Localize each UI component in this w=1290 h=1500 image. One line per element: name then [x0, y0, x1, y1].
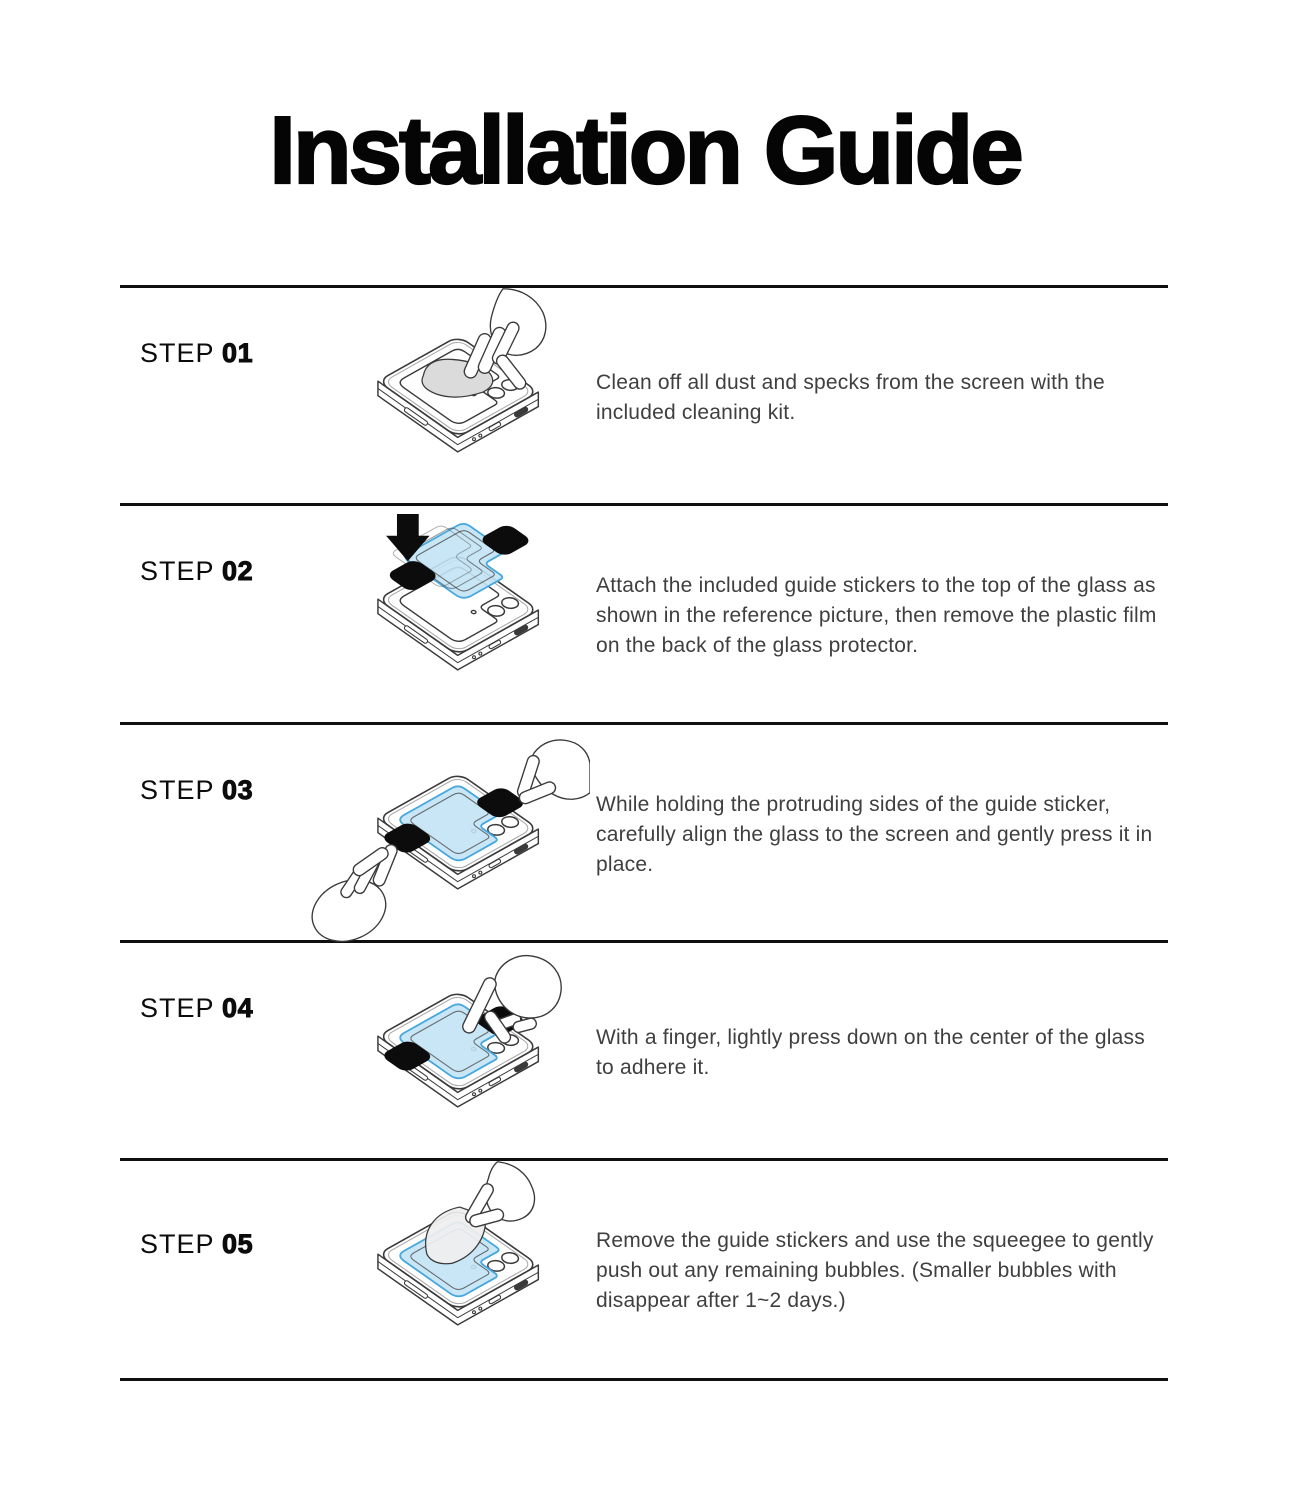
- peeling-hand: [463, 1162, 534, 1228]
- align-glass-illustration: [300, 725, 590, 944]
- step-label: [120, 556, 300, 587]
- step-word: STEP: [140, 556, 215, 586]
- step-word: STEP: [140, 775, 215, 805]
- page-header: [0, 0, 1290, 285]
- step-label: [120, 1229, 300, 1260]
- step-number: 04: [222, 993, 254, 1023]
- step-number: 01: [222, 338, 254, 368]
- page-title: Installation Guide: [269, 96, 1021, 204]
- step-label: [120, 338, 300, 369]
- step-description: With a finger, lightly press down on the center of the glass to adhere it.: [596, 1025, 1145, 1079]
- step-number: 05: [222, 1229, 254, 1259]
- step-illustration: [300, 1161, 590, 1380]
- upper-pinching-hand: [516, 740, 590, 805]
- lower-pinching-hand: [302, 843, 398, 944]
- step-description: While holding the protruding sides of the guide sticker, carefully align the glass to the screen and gently press it in place.: [596, 792, 1153, 876]
- guide-sticker-attach-illustration: [300, 506, 590, 725]
- step-word: STEP: [140, 1229, 215, 1259]
- step-illustration: [300, 943, 590, 1162]
- step-number: 02: [222, 556, 254, 586]
- step-illustration: [300, 725, 590, 944]
- step-illustration: [300, 506, 590, 725]
- steps-list: [120, 285, 1168, 1381]
- flip-phone-cleaning-illustration: [300, 288, 590, 507]
- step-row-03: [120, 722, 1168, 940]
- press-center-illustration: [300, 943, 590, 1162]
- step-illustration: [300, 288, 590, 507]
- step-row-02: [120, 503, 1168, 722]
- step-word: STEP: [140, 993, 215, 1023]
- step-label: [120, 775, 300, 806]
- step-description: Clean off all dust and specks from the screen with the included cleaning kit.: [596, 370, 1105, 424]
- step-label: [120, 993, 300, 1024]
- step-description: Attach the included guide stickers to the top of the glass as shown in the reference picture, then remove the plastic film on the back of the glass protector.: [596, 573, 1157, 657]
- step-row-05: [120, 1158, 1168, 1381]
- step-number: 03: [222, 775, 254, 805]
- step-word: STEP: [140, 338, 215, 368]
- step-description: Remove the guide stickers and use the squeegee to gently push out any remaining bubbles. (Smaller bubbles with disappear after 1~2 days.): [596, 1228, 1154, 1312]
- step-row-04: [120, 940, 1168, 1158]
- peel-film-illustration: [300, 1161, 590, 1380]
- step-row-01: [120, 285, 1168, 503]
